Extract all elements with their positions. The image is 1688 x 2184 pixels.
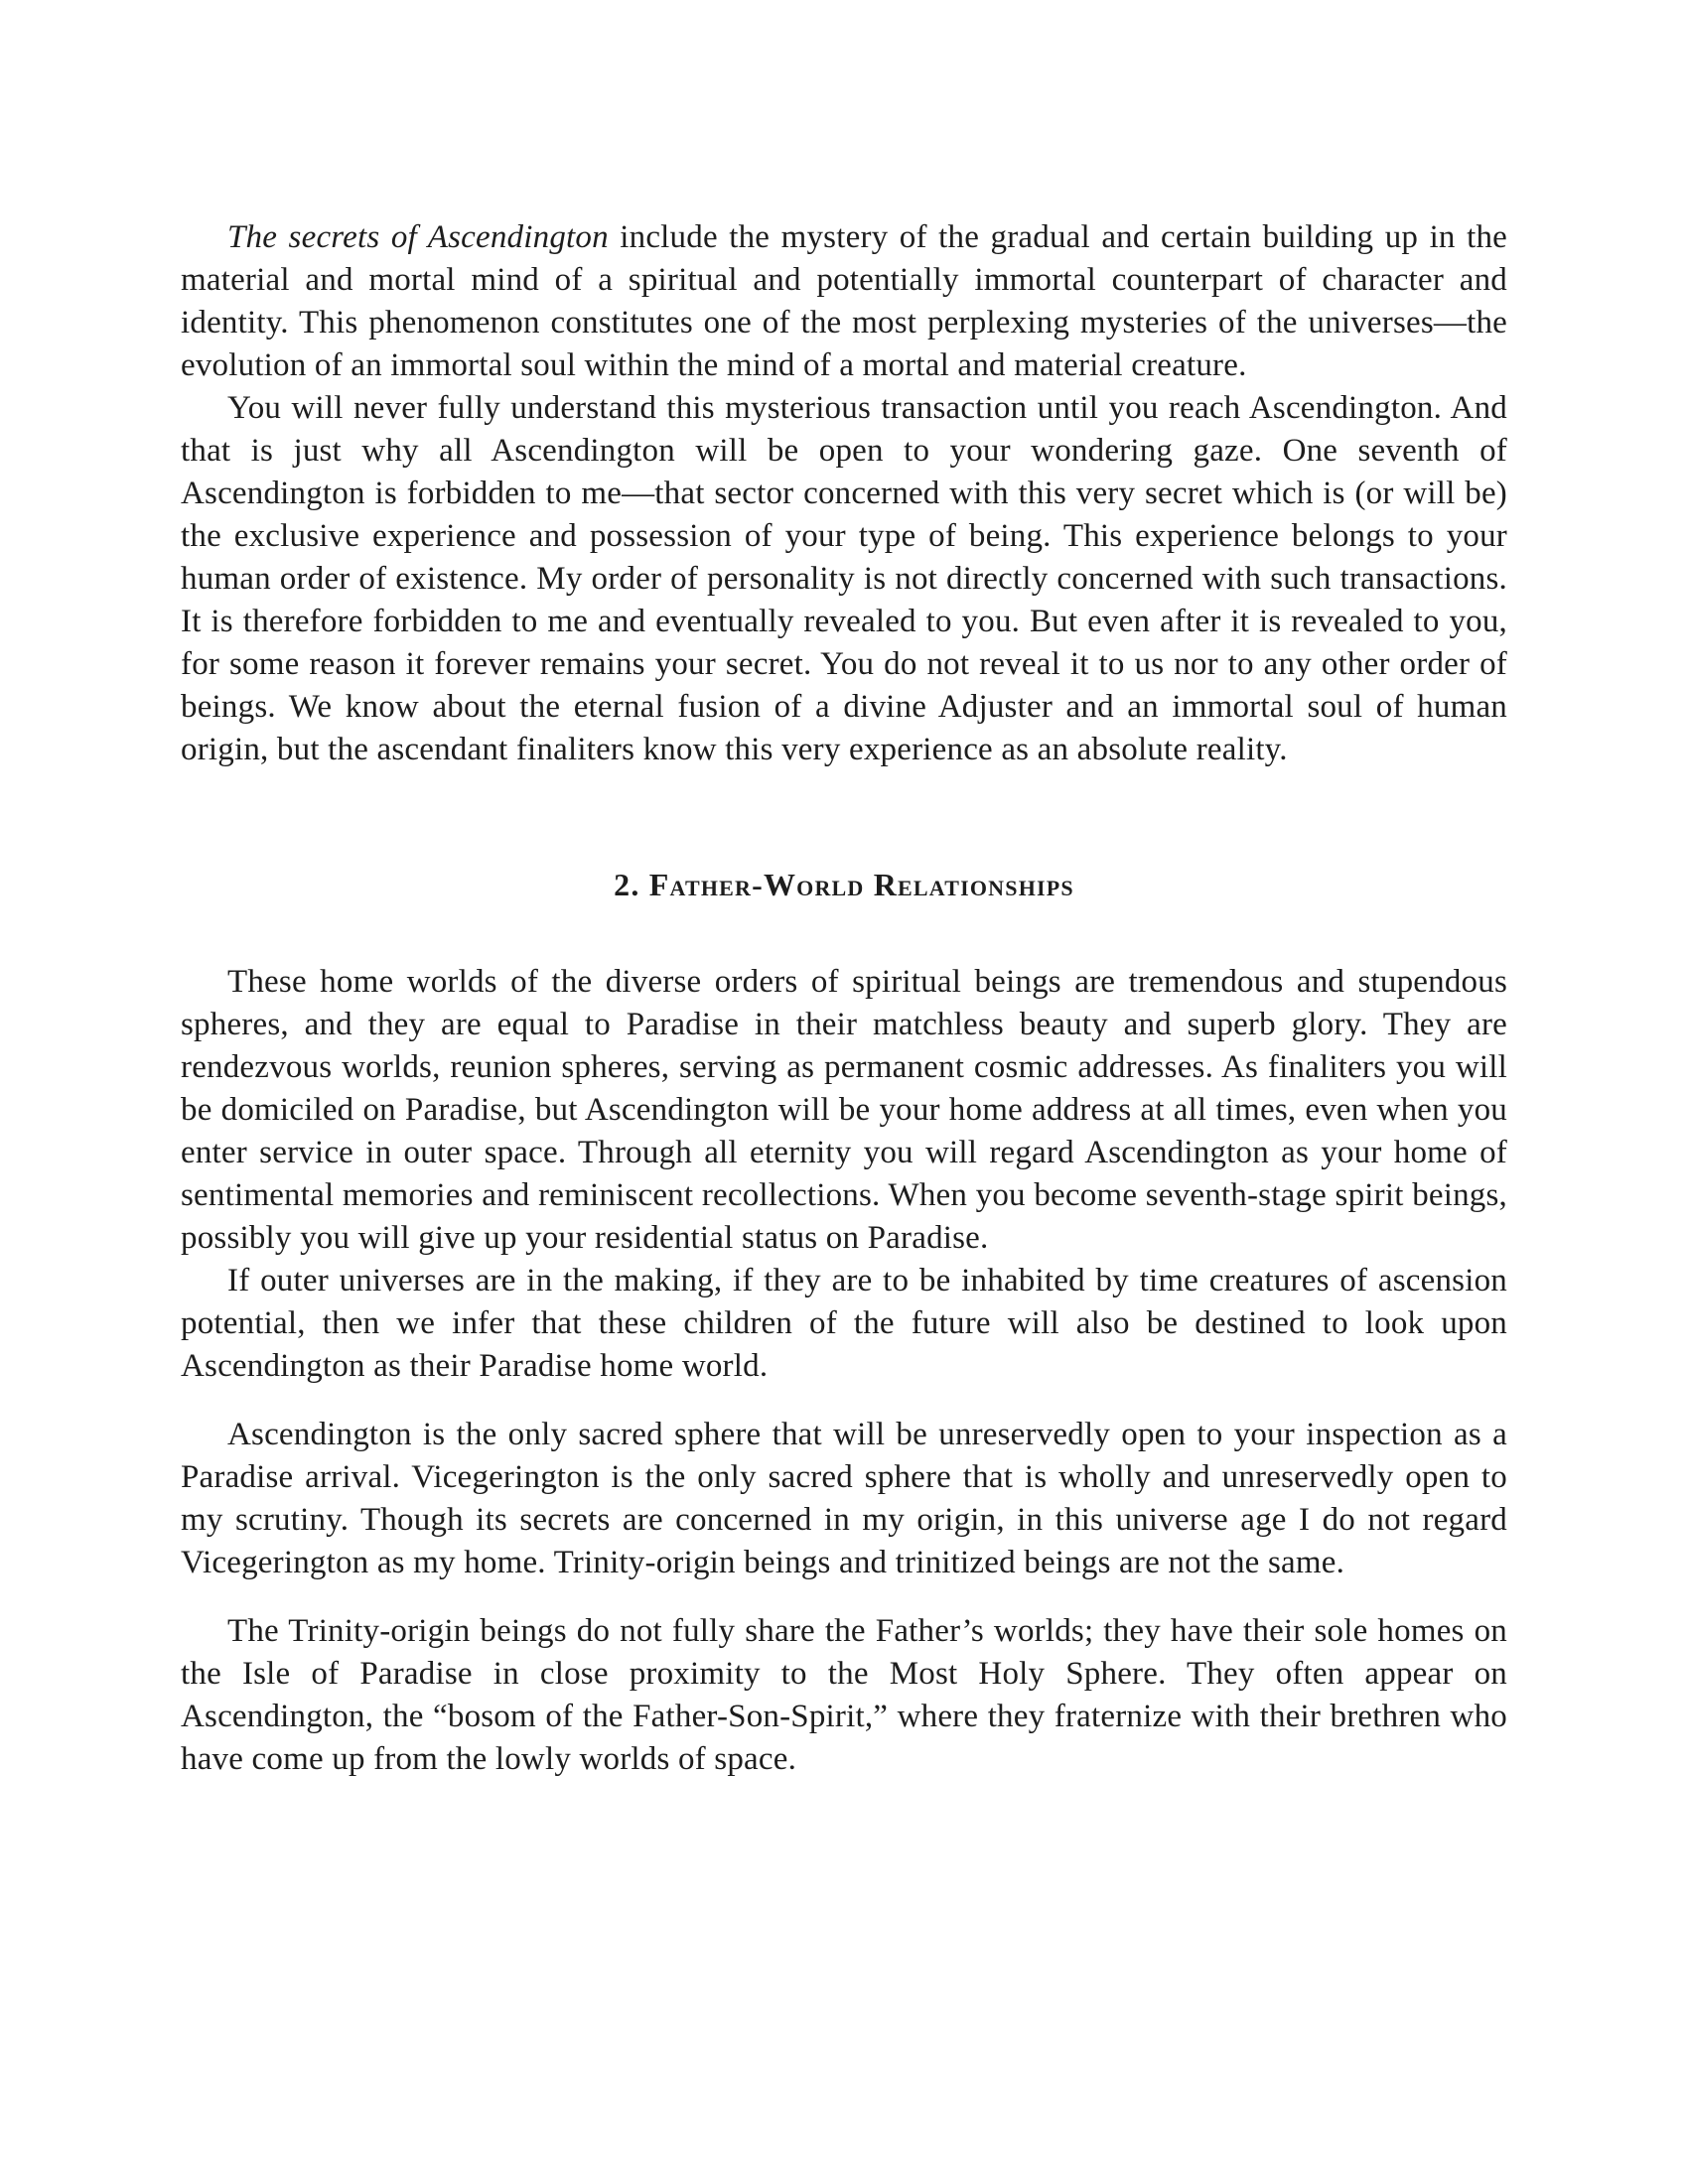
paragraph-secrets-of-ascendington <box>181 216 1507 387</box>
italic-lead-phrase: The secrets of Ascendington <box>227 219 609 255</box>
paragraph-trinity-origin-beings: The Trinity-origin beings do not fully share the Father’s worlds; they have their sole homes on the Isle of Paradise in close proximity to the Most Holy Sphere. They often appear on Ascendington, the “bosom of the Father-Son-Spirit,” where they fraternize with their brethren who have come up from the lowly worlds of space. <box>181 1613 1507 1777</box>
paragraph-ascendington-inspection: Ascendington is the only sacred sphere that will be unreservedly open to your inspection as a Paradise arrival. Vicegerington is the only sacred sphere that is wholly and unreservedly open to my scrutiny. Though its secrets are concerned in my origin, in this universe age I do not regard Vicegerington as my home. Trinity-origin beings and trinitized beings are not the same. <box>181 1417 1507 1580</box>
paragraph-outer-universes: If outer universes are in the making, if they are to be inhabited by time creatures of ascension potential, then we infer that these children of the future will also be destined to look upon Ascendington as their Paradise home world. <box>181 1263 1507 1384</box>
section-heading-father-world-relationships: 2. Father-World Relationships <box>614 867 1074 902</box>
paragraph-mysterious-transaction: You will never fully understand this mysterious transaction until you reach Ascendington. And that is just why all Ascendington will be open to your wondering gaze. One seventh of Ascendington is forbidden to me—that sector concerned with this very secret which is (or will be) the exclusive experience and possession of your type of being. This experience belongs to your human order of existence. My order of personality is not directly concerned with such transactions. It is therefore forbidden to me and eventually revealed to you. But even after it is revealed to you, for some reason it forever remains your secret. You do not reveal it to us nor to any other order of beings. We know about the eternal fusion of a divine Adjuster and an immortal soul of human origin, but the ascendant finaliters know this very experience as an absolute reality. <box>181 390 1507 767</box>
paragraph-home-worlds: These home worlds of the diverse orders of spiritual beings are tremendous and stupendous spheres, and they are equal to Paradise in their matchless beauty and superb glory. They are rendezvous worlds, reunion spheres, serving as permanent cosmic addresses. As finaliters you will be domiciled on Paradise, but Ascendington will be your home address at all times, even when you enter service in outer space. Through all eternity you will regard Ascendington as your home of sentimental memories and reminiscent recollections. When you become seventh-stage spirit beings, possibly you will give up your residential status on Paradise. <box>181 964 1507 1256</box>
paragraph-text: include the mystery of the gradual and certain building up in the material and mortal mind of a spiritual and potentially immortal counterpart of character and identity. This phenomenon constitutes one of the most perplexing mysteries of the universes—the evolution of an immortal soul within the mind of a mortal and material creature. <box>181 219 1508 383</box>
